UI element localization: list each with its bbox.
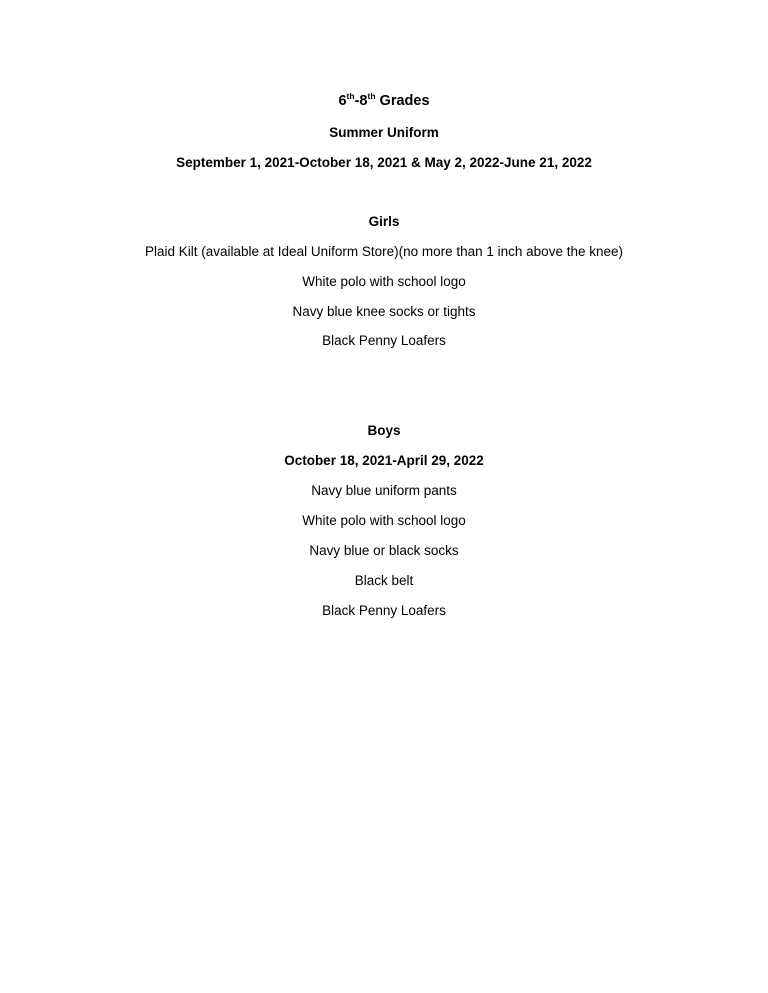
boys-item-shoes: Black Penny Loafers (322, 603, 446, 618)
girls-item-kilt: Plaid Kilt (available at Ideal Uniform Store)(no more than 1 inch above the knee) (144, 244, 623, 259)
title-separator: - (354, 93, 360, 109)
page-title (0, 92, 768, 110)
grade-end-suffix: th (367, 91, 376, 102)
boys-heading: Boys (367, 423, 401, 438)
subtitle: Summer Uniform (329, 125, 439, 140)
boys-item-socks: Navy blue or black socks (309, 543, 459, 558)
grade-end: 8 (359, 93, 368, 109)
girls-heading: Girls (368, 214, 400, 229)
girls-item-polo: White polo with school logo (302, 274, 466, 289)
girls-item-socks: Navy blue knee socks or tights (292, 304, 476, 319)
boys-item-belt: Black belt (354, 573, 414, 588)
grade-start-suffix: th (346, 91, 355, 102)
boys-item-polo: White polo with school logo (302, 513, 466, 528)
title-label: Grades (375, 93, 430, 109)
girls-item-shoes: Black Penny Loafers (322, 333, 446, 348)
grade-start: 6 (338, 93, 347, 109)
boys-date-range: October 18, 2021-April 29, 2022 (284, 453, 484, 468)
boys-item-pants: Navy blue uniform pants (311, 483, 457, 498)
summer-date-range: September 1, 2021-October 18, 2021 & May 2, 2022-June 21, 2022 (176, 155, 592, 170)
